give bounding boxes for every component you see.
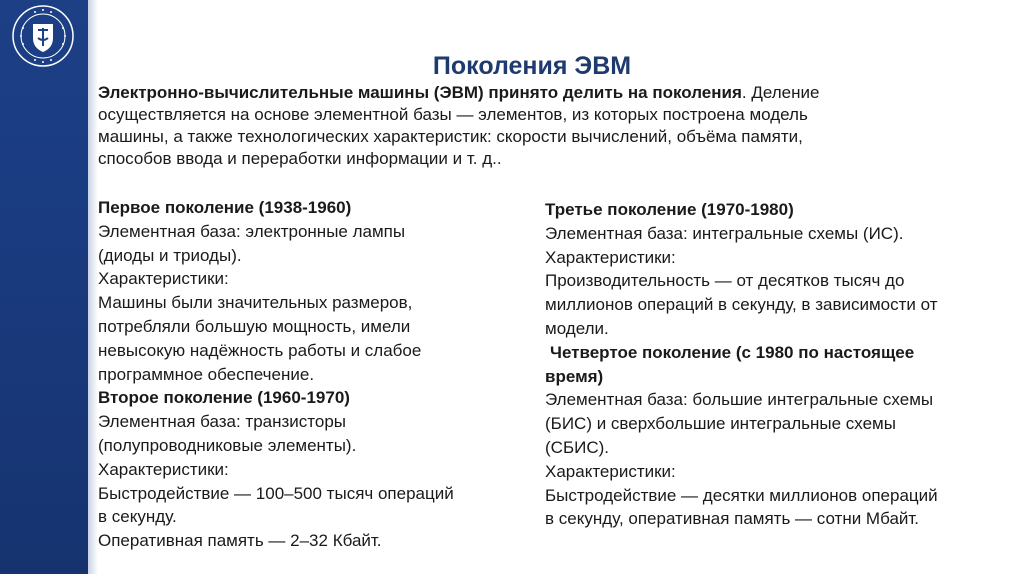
gen4-heading: Четвертое поколение (с 1980 по настоящее bbox=[550, 342, 915, 362]
intro-line-1: . Деление bbox=[741, 83, 820, 102]
intro-line bbox=[98, 83, 819, 102]
gen2-line: (полупроводниковые элементы). bbox=[98, 435, 357, 455]
gen2-line: Характеристики: bbox=[98, 459, 229, 479]
gen4-line: (СБИС). bbox=[545, 437, 609, 457]
gen3-line: миллионов операций в секунду, в зависимости от bbox=[545, 295, 938, 315]
sidebar-fade bbox=[88, 0, 98, 574]
page-title: Поколения ЭВМ bbox=[432, 52, 632, 80]
gen1-line: программное обеспечение. bbox=[98, 364, 315, 384]
gen3-heading: Третье поколение (1970-1980) bbox=[545, 200, 794, 219]
gen4-line: Элементная база: большие интегральные схемы bbox=[545, 390, 934, 410]
gen2-line: Элементная база: транзисторы bbox=[98, 412, 347, 432]
gen2-heading: Второе поколение (1960-1970) bbox=[98, 388, 350, 408]
gen2-line: в секунду. bbox=[98, 507, 177, 527]
gen3-line: Производительность — от десятков тысяч до bbox=[545, 271, 905, 291]
gen1-line: потребляли большую мощность, имели bbox=[98, 316, 411, 336]
gen4-heading: время) bbox=[545, 366, 604, 386]
intro-line-4: способов ввода и переработки информации и т. д.. bbox=[98, 149, 502, 168]
intro-line-2: осуществляется на основе элементной базы — элементов, из которых построена модель bbox=[98, 105, 808, 124]
intro-bold: Электронно-вычислительные машины (ЭВМ) принято делить на поколения bbox=[98, 83, 742, 102]
gen2-line: Быстродействие — 100–500 тысяч операций bbox=[98, 483, 454, 503]
gen4-line: в секунду, оперативная память — сотни Мбайт. bbox=[545, 509, 920, 529]
gen3-line: Элементная база: интегральные схемы (ИС). bbox=[545, 223, 904, 243]
sidebar-band bbox=[0, 0, 88, 574]
gen1-line: (диоды и триоды). bbox=[98, 245, 242, 265]
gen4-line: (БИС) и сверхбольшие интегральные схемы bbox=[545, 414, 896, 434]
gen2-line: Оперативная память — 2–32 Кбайт. bbox=[98, 531, 382, 551]
gen3-line: Характеристики: bbox=[545, 247, 676, 267]
gen1-line: Элементная база: электронные лампы bbox=[98, 221, 406, 241]
intro-line-3: машины, а также технологических характеристик: скорости вычислений, объёма памяти, bbox=[98, 127, 803, 146]
gen4-line: Характеристики: bbox=[545, 461, 676, 481]
gen4-line: Быстродействие — десятки миллионов операций bbox=[545, 485, 938, 505]
gen1-line: невысокую надёжность работы и слабое bbox=[98, 340, 422, 360]
gen1-heading: Первое поколение (1938-1960) bbox=[98, 198, 352, 217]
left-column bbox=[98, 196, 518, 553]
right-column bbox=[545, 198, 1015, 531]
gen1-line: Характеристики: bbox=[98, 269, 229, 289]
intro-paragraph bbox=[98, 82, 978, 170]
gen1-line: Машины были значительных размеров, bbox=[98, 293, 413, 313]
gen3-line: модели. bbox=[545, 318, 609, 338]
